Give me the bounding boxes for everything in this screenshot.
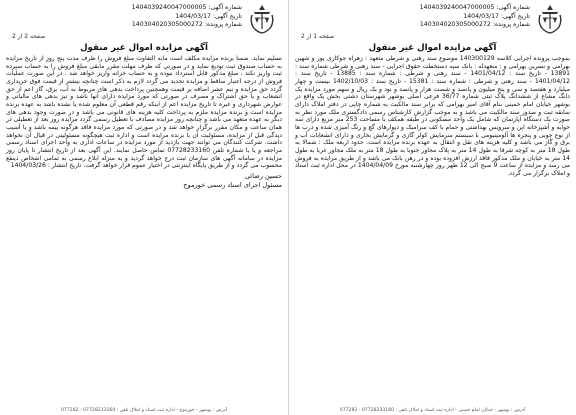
notice-date-row: [132, 13, 242, 22]
file-number-label: شماره پرونده:: [492, 21, 530, 29]
signer-title: مسئول اجرای اسناد رسمی خورموج: [183, 180, 282, 189]
notice-body: تسلیم نماید. ضمنا برنده مزایده مکلف است مابه التفاوت مبلغ فروش را ظرف مدت پنج روز از تاریخ مزایده به حساب صندوق ثبت تودیع نماید و در صورتی که ظرف مهلت مقرر مابقی مبلغ فروش را به حساب سپرده ثبت واریز نکند ، مبلغ مذکور قابل استرداد نبوده و به حساب خزانه واریز خواهد شد . در این صورت عملیات فروش از درجه اعتبار ساقط و مزایده تجدید می گردد لازم به ذکر است چنانچه بیشتر از قیمت فوق خریداری گردد حق مزایده و نیم عشر اضافه بر قیمت وهمچنین پرداخت بدهی های مربوط به آب، برق، گاز اعم از حق انشعاب و یا حق اشتراک و مصرف در صورتی که مورد مزایده دارای آنها باشد و نیز بدهی های مالیاتی و عوارض شهرداری و غیره تا تاریخ مزایده اعم از اینکه رقم قطعی آن معلوم شده یا نشده باشد به عهده برنده مزایده است و برنده مزایده ملزم به پرداخت کلیه هزینه های قانونی می باشد و در صورت وجود بدهی های دیگر به عهده متعهد می باشد و چنانچه روز مزایده مصادف با تعطیل رسمی گردد مزایده روز بعد از تعطیلی در همان ساعت و مکان مقرر برگزار خواهد شد و در صورتی که مورد مزایده فاقد هرگونه بیمه باشد و یا آسیب دیدگی قبل از مزایده، مسئولیت آن با برنده مزایده است و اداره ثبت هیچگونه مسئولیتی در قبال آن نخواهد داشت. شرکت کنندگان می توانند جهت بازدید از مورد مزایده در ساعات اداری به واحد اجرای اسناد رسمی مراجعه و یا با شماره تلفن 07728233160 تماس حاصل نمایند. این آگهی بعد از تاریخ انتشار تا پایان روز مزایده در سامانه آگهی های سازمان ثبت درج خواهد گردید و به منزله ابلاغ رسمی به تمامی اشخاص ذینفع محسوب می گردد و از طریق پایگاه اینترنتی در اختیار عموم قرار خواهد گرفت. تاریخ انتشار : 1404/03/26: [6, 55, 282, 170]
signer-name: حسین رضائی: [244, 171, 282, 180]
tracking-number-label: شماره آگهی:: [496, 4, 530, 11]
page-footer: آدرس : بوشهر - خیابان امام خمینی - اداره ثبت اسناد و املاک تلفن : 07728233160 - 077282: [339, 408, 526, 413]
signature-block: [6, 172, 282, 190]
page-header: [6, 0, 282, 40]
judiciary-emblem-icon: [536, 3, 564, 35]
notice-date-row: [420, 13, 530, 22]
page-header: [295, 0, 570, 40]
notice-meta: [132, 4, 242, 30]
notice-date-value: 1404/03/17: [463, 12, 499, 20]
page-number: صفحه 2 از 2: [12, 33, 46, 40]
notice-title: آگهی مزایده اموال غیر منقول: [80, 43, 208, 53]
page-1: [288, 0, 576, 415]
file-number-label: شماره پرونده:: [204, 21, 242, 29]
notice-title: آگهی مزایده اموال غیر منقول: [368, 43, 497, 53]
file-number-row: [132, 21, 242, 30]
page-number: صفحه 1 از 2: [301, 33, 335, 40]
file-number-value: 140304020305000272: [131, 21, 203, 29]
judiciary-emblem-icon: [248, 3, 276, 35]
page-footer: آدرس : بوشهر - خورموج - اداره ثبت اسناد و املاک تلفن : 07728233160 - 077282: [61, 408, 227, 413]
notice-meta: [420, 4, 530, 30]
tracking-number-value: 1404039240047000005: [131, 4, 207, 11]
tracking-number-value: 1404039240047000005: [419, 4, 495, 11]
notice-date-value: 1404/03/17: [175, 12, 211, 20]
tracking-number-row: [132, 4, 242, 13]
tracking-number-label: شماره آگهی:: [208, 4, 242, 11]
notice-date-label: تاریخ آگهی:: [212, 12, 242, 20]
notice-date-label: تاریخ آگهی:: [500, 12, 530, 20]
file-number-value: 140304020305000272: [419, 21, 491, 29]
notice-body: بموجب پرونده اجرایی کلاسه 140300129 موضوع سند رهنی و شرطی متعهد : زهراه جوکاری پور و شهین بهرامی و نسرین بهرامی و : متعهدله : بانک سپه دستخطت حقوق اجرایی - سند رهنی و شرطی شماره سند : 13891 - تاریخ سند : 1401/04/12 - سند رهنی و شرطی : شماره سند : 13885 - تاریخ سند : 1401/04/12 - سند رهنی و شرطی : شماره سند : 15381 - تاریخ سند : 1402/10/03 بیست و چهار میلیارد و هفتصد و سی و پنج میلیون و پانصد و شصت هزار و پانصد و نود و یک ریال و سهم مورد مزایده یک دانگ مشاع از ششدانگ پلاک ثبتی شماره 36/77 فرعی اصلی بوشهر شهرستان دشتی بخش یک واقع در بوشهر خیابان امام خمینی بنام آقای امیر بهرامی که برابر سند مالکیت به شماره چاپی در دفتر املاک دارای سابقه ثبت و صدور سند مالکیت می باشد و به موجب گزارش کارشناس رسمی دادگستری ملک مورد نظر به صورت یک دستگاه آپارتمان که شامل یک واحد مسکونی در طبقه همکف با مساحت 253 متر مربع دارای سه خوابه و آشپزخانه اپن و سرویس بهداشتی و حمام با کف سرامیک و دیوارهای گچ و رنگ آمیزی شده و درب ها از نوع چوبی و پنجره ها آلومینیومی با سیستم سرمایش کولر گازی و گرمایش بخاری و دارای انشعابات آب و برق و گاز می باشد و کلیه هزینه های نقل و انتقال به عهده برنده مزایده است. حدود اربعه ملک : شمالا به طول 18 متر به کوچه شرقا به طول 14 متر به پلاک مجاور جنوبا به طول 18 متر به ملک مجاور غربا به طول 14 متر به خیابان و ملک مذکور فاقد ارزش افزوده بوده و در رهن بانک می باشد و از طریق مزایده به فروش می رسد و مزایده از ساعت 9 صبح الی 12 ظهر روز چهارشنبه مورخ 1404/04/09 در محل اداره ثبت اسناد و املاک برگزار می گردد.: [295, 55, 570, 177]
file-number-row: [420, 21, 530, 30]
tracking-number-row: [420, 4, 530, 13]
